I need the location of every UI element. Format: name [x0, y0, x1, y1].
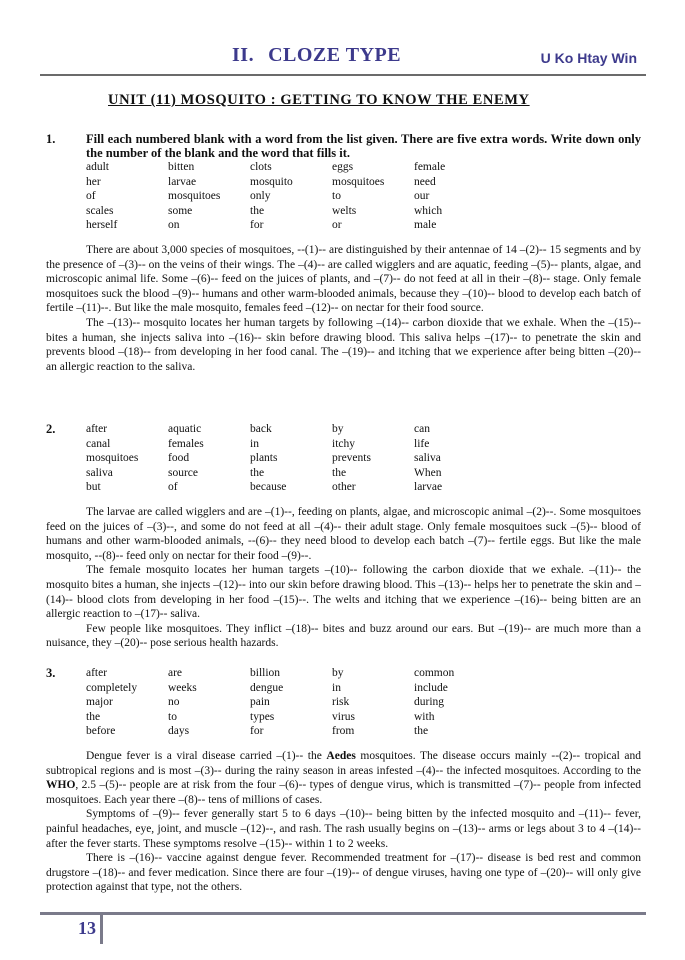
exercise-instruction: Fill each numbered blank with a word from the list given. There are five extra words. Write down only the number of the blank and the word that fills it. — [86, 132, 641, 160]
word-item: from — [332, 725, 355, 738]
word-item: When — [414, 466, 442, 479]
word-item: types — [250, 710, 275, 723]
word-list — [86, 666, 641, 739]
word-item: plants — [250, 452, 278, 465]
header-divider — [40, 74, 646, 76]
word-item: pain — [250, 696, 270, 709]
word-item: major — [86, 696, 113, 709]
word-item: before — [86, 725, 116, 738]
word-item: mosquitoes — [86, 452, 139, 465]
word-item: itchy — [332, 437, 355, 450]
word-item: can — [414, 423, 430, 435]
word-item: billion — [250, 667, 281, 679]
word-item: the — [250, 204, 265, 217]
footer-divider — [40, 912, 646, 915]
word-item: to — [332, 190, 341, 203]
word-item: weeks — [168, 681, 197, 694]
word-list — [86, 422, 641, 495]
word-item: mosquitoes — [168, 190, 221, 203]
word-item: saliva — [414, 452, 441, 465]
unit-title: UNIT (11) MOSQUITO : GETTING TO KNOW THE ENEMY — [108, 92, 530, 108]
section-title — [232, 44, 401, 67]
word-item: by — [332, 423, 344, 435]
word-item: the — [86, 710, 101, 723]
word-item: mosquito — [250, 175, 293, 188]
passage — [46, 243, 641, 374]
passage-paragraph: Symptoms of –(9)-- fever generally start 5 to 6 days –(10)-- being bitten by the infected mosquito and –(11)-- fever, painful headaches, eye, joint, and muscle –(12)--, and rash. The rash usually begins on –(13)-- arms or legs about 3 to 4 –(14)-- after the fever starts. These symptoms resolve –(15)-- within 1 to 2 weeks. — [46, 808, 641, 850]
word-item: source — [168, 466, 199, 479]
exercise-1 — [46, 132, 641, 374]
passage — [46, 505, 641, 651]
section-number: II. — [232, 44, 255, 66]
word-item: because — [250, 481, 287, 494]
word-item: the — [414, 725, 429, 738]
word-item: in — [250, 437, 259, 450]
word-item: back — [250, 423, 272, 435]
word-item: common — [414, 667, 455, 679]
passage-paragraph: The female mosquito locates her human targets –(10)-- following the carbon dioxide that we exhale. –(11)-- the mosquito bites a human, she injects –(12)-- into our skin before drawing blood. This –(13)-- helps her to penetrate the skin and –(14)-- blood clots from developing in her food –(15)--. The welts and itching that we experience –(16)-- being bitten are an allergic reaction to –(17)-- saliva. — [46, 564, 641, 621]
word-item: life — [414, 437, 430, 450]
word-item: need — [414, 175, 436, 188]
word-item: male — [414, 219, 437, 232]
word-item: aquatic — [168, 423, 202, 435]
word-item: her — [86, 175, 101, 188]
word-item: other — [332, 481, 356, 494]
word-item: dengue — [250, 681, 284, 694]
passage-paragraph: Few people like mosquitoes. They inflict –(18)-- bites and buzz around our ears. But –(19)-- are much more than a nuisance, they –(20)-- pose serious health hazards. — [46, 622, 641, 650]
word-item: mosquitoes — [332, 175, 385, 188]
word-list — [86, 160, 641, 233]
word-item: our — [414, 190, 430, 203]
word-item: welts — [332, 204, 357, 217]
word-item: to — [168, 710, 177, 723]
word-item: saliva — [86, 466, 113, 479]
word-item: by — [332, 667, 344, 679]
exercise-2 — [46, 422, 641, 651]
word-item: during — [414, 696, 445, 709]
passage-paragraph: There are about 3,000 species of mosquitoes, --(1)-- are distinguished by their antennae of 14 –(2)-- 15 segments and by the presence of –(3)-- on the veins of their wings. The –(4)-- are called wigglers and are aquatic, feeding –(5)-- plants, algae, and microscopic animal life. Some –(6)-- feed on the juices of plants, and –(7)-- do not feed at all in their –(8)-- stage. Only female mosquitoes suck the blood –(9)-- humans and other warm-blooded animals, because they –(10)-- blood to develop each batch of fertile –(11)--. But like the male mosquito, females feed –(12)-- on nectar for their food source. — [46, 243, 641, 315]
word-item: no — [168, 696, 180, 709]
exercise-number: 2. — [46, 422, 56, 436]
word-item: for — [250, 725, 264, 738]
word-item: adult — [86, 161, 109, 173]
word-item: the — [332, 466, 347, 479]
word-item: on — [168, 219, 180, 232]
page-number-bar — [100, 914, 103, 944]
word-item: days — [168, 725, 190, 738]
word-item: include — [414, 681, 448, 694]
word-item: larvae — [168, 175, 197, 188]
word-item: for — [250, 219, 264, 232]
word-item: risk — [332, 696, 350, 709]
exercise-number: 3. — [46, 666, 56, 680]
exercise-3 — [46, 666, 641, 895]
word-item: clots — [250, 161, 272, 173]
word-item: of — [168, 481, 178, 494]
word-item: prevents — [332, 452, 371, 465]
passage-paragraph: Dengue fever is a viral disease carried –(1)-- the Aedes mosquitoes. The disease occurs mainly --(2)-- tropical and subtropical regions and is most –(3)-- during the rainy season in areas infested –(4)-- the infected mosquitoes. According to the WHO, 2.5 –(5)-- people are at risk from the four –(6)-- types of dengue virus, which is transmitted –(7)-- people from infected mosquitoes. Each year there –(8)-- tens of millions of cases. — [46, 749, 641, 806]
passage — [46, 749, 641, 895]
word-item: some — [168, 204, 193, 217]
word-item: females — [168, 437, 204, 450]
section-name: CLOZE TYPE — [268, 44, 402, 66]
word-item: completely — [86, 681, 138, 694]
passage-paragraph: The larvae are called wigglers and are –(1)--, feeding on plants, algae, and microscopic animal –(2)--. Some mosquitoes feed on the juices of –(3)--, and some do not feed at all –(4)-- their adult stage. Only female mosquitoes suck –(5)-- blood of humans and other warm-blooded animals, --(6)-- they need blood to develop each batch –(7)-- fertile eggs. But like the male mosquito, --(8)-- feed only on nectar for their food –(9)--. — [46, 505, 641, 562]
word-item: eggs — [332, 161, 354, 173]
word-item: bitten — [168, 161, 195, 173]
word-item: but — [86, 481, 101, 494]
word-item: after — [86, 667, 108, 679]
word-item: after — [86, 423, 108, 435]
word-item: female — [414, 161, 446, 173]
word-item: canal — [86, 437, 111, 450]
word-item: herself — [86, 219, 118, 232]
word-item: of — [86, 190, 96, 203]
page-header — [0, 44, 685, 74]
word-item: or — [332, 219, 342, 232]
word-item: in — [332, 681, 341, 694]
passage-paragraph: There is –(16)-- vaccine against dengue fever. Recommended treatment for –(17)-- disease is bed rest and common drugstore –(18)-- and fever medication. Since there are four –(19)-- of dengue viruses, having one type of –(20)-- will only give protection against that type, not the others. — [46, 852, 641, 894]
author-name: U Ko Htay Win — [540, 50, 637, 66]
page-number: 13 — [78, 918, 96, 938]
word-item: are — [168, 667, 183, 679]
word-item: only — [250, 190, 271, 203]
word-item: with — [414, 710, 435, 723]
word-item: virus — [332, 710, 355, 723]
passage-paragraph: The –(13)-- mosquito locates her human targets by following –(14)-- carbon dioxide that we exhale. When the –(15)-- bites a human, she injects saliva into –(16)-- skin before drawing blood. This saliva helps –(17)-- to penetrate the skin and prevents blood –(18)-- from developing in her food canal. The –(19)-- and itching that we experience after being bitten –(20)-- an allergic reaction to the saliva. — [46, 316, 641, 373]
word-item: food — [168, 452, 190, 465]
exercise-number: 1. — [46, 132, 56, 146]
word-item: which — [414, 204, 443, 217]
word-item: larvae — [414, 481, 443, 494]
word-item: the — [250, 466, 265, 479]
word-item: scales — [86, 204, 114, 217]
